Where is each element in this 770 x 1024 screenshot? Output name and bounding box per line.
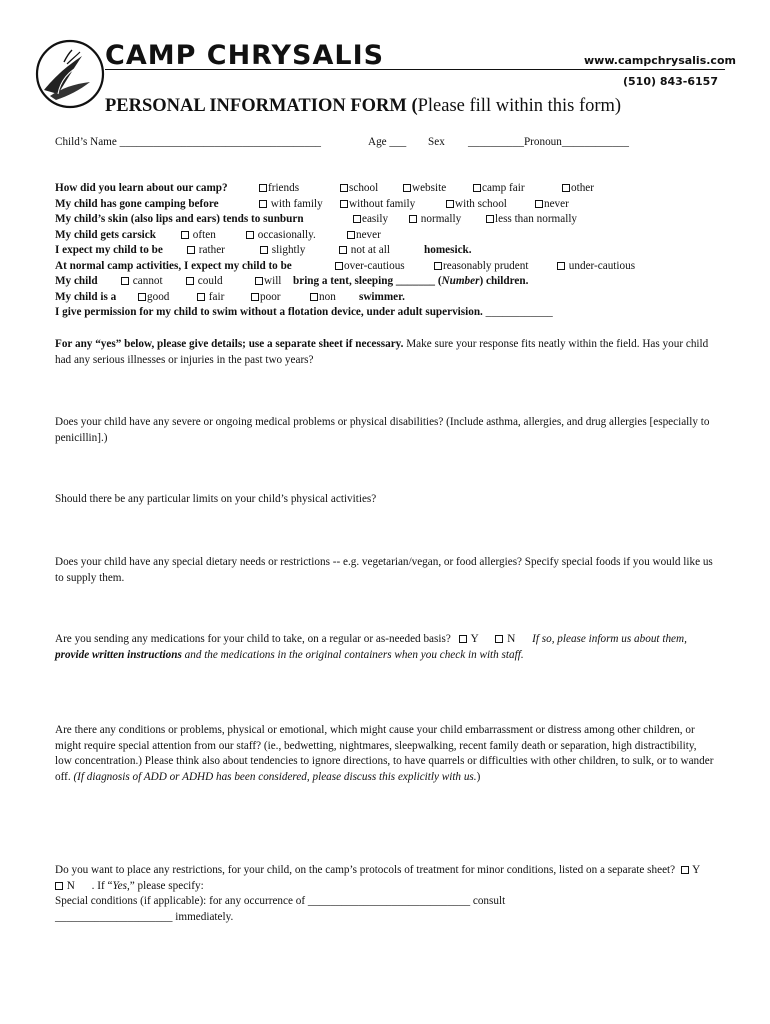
homesick-option-rather[interactable]: rather xyxy=(187,244,225,256)
pronoun-field[interactable]: __________Pronoun____________ xyxy=(468,136,629,148)
restrictions-yes-checkbox[interactable] xyxy=(681,866,689,874)
question-medications: Are you sending any medications for your child to take, on a regular or as-needed basis? Y N If so, please inform us about them, provide written instructions and the medications in the original containers when you check in with staff. xyxy=(55,633,687,661)
checkbox[interactable] xyxy=(251,293,259,301)
camping-question: My child has gone camping before xyxy=(55,198,219,210)
checkbox[interactable] xyxy=(562,184,570,192)
page-title xyxy=(105,96,621,117)
special-conditions-field[interactable]: Special conditions (if applicable): for any occurrence of _____________________________ consult xyxy=(55,895,506,907)
question-limits: Should there be any particular limits on your child’s physical activities? xyxy=(55,493,377,505)
homesick-suffix: homesick. xyxy=(424,244,472,256)
phone-text: (510) 843-6157 xyxy=(623,75,718,88)
camping-option-family[interactable]: with family xyxy=(259,198,323,210)
swim-option-poor[interactable]: poor xyxy=(251,291,281,303)
medications-no-checkbox[interactable] xyxy=(495,635,503,643)
tent-prefix: My child xyxy=(55,275,98,287)
checkbox[interactable] xyxy=(186,277,194,285)
checkbox[interactable] xyxy=(434,262,442,270)
checkbox[interactable] xyxy=(259,200,267,208)
swim-prefix: My child is a xyxy=(55,291,117,303)
question-conditions: Are there any conditions or problems, physical or emotional, which might cause your child embarrassment or distress among other children, or might require special attention from our staff? (ie., bedwetting, nightmares, sleepwalking, recent family death or separation, high distractibility, low concentration.) Please think also about tendencies to ignore directions, to have quarrels or difficulties with other children, to sulk, or to wander off. (If diagnosis of ADD or ADHD has been considered, please discuss this explicitly with us.) xyxy=(55,724,714,783)
swim-permission[interactable]: I give permission for my child to swim without a flotation device, under adult supervision. ____________ xyxy=(55,306,553,318)
checkbox[interactable] xyxy=(187,246,195,254)
checkbox[interactable] xyxy=(255,277,263,285)
title-main: PERSONAL INFORMATION FORM ( xyxy=(105,96,418,116)
sunburn-option-less[interactable]: less than normally xyxy=(486,213,577,225)
camping-option-without-family[interactable]: without family xyxy=(340,198,415,210)
question-medical: Does your child have any severe or ongoing medical problems or physical disabilities? (Include asthma, allergies, and drug allergies [especially to penicillin].) xyxy=(55,416,710,444)
special-conditions-field-2[interactable]: _____________________ immediately. xyxy=(55,910,234,923)
checkbox[interactable] xyxy=(347,231,355,239)
question-dietary: Does your child have any special dietary needs or restrictions -- e.g. vegetarian/vegan, or food allergies? Specify special foods if you would like us to supply them. xyxy=(55,556,713,584)
swim-suffix: swimmer. xyxy=(359,291,405,303)
checkbox[interactable] xyxy=(181,231,189,239)
website-text: www.campchrysalis.com xyxy=(584,54,736,67)
tent-text: bring a tent, sleeping _______ (Number) children. xyxy=(293,275,529,287)
age-field[interactable]: Age ___ xyxy=(368,136,407,148)
learn-option-website[interactable]: website xyxy=(403,182,446,194)
checkbox[interactable] xyxy=(259,184,267,192)
restrictions-no-checkbox[interactable] xyxy=(55,882,63,890)
sunburn-option-easily[interactable]: easily xyxy=(353,213,388,225)
sunburn-question: My child’s skin (also lips and ears) tends to sunburn xyxy=(55,213,304,225)
checkbox[interactable] xyxy=(409,215,417,223)
question-restrictions: Do you want to place any restrictions, for your child, on the camp’s protocols of treatment for minor conditions, listed on a separate sheet? Y N . If “Yes,” please specify: Special conditions (if applicable): for any occurrence of _____________________________ consult _____________________ immediately. xyxy=(55,864,701,923)
swim-option-fair[interactable]: fair xyxy=(197,291,224,303)
activities-option-over[interactable]: over-cautious xyxy=(335,260,405,272)
tent-option-cannot[interactable]: cannot xyxy=(121,275,163,287)
activities-question: At normal camp activities, I expect my child to be xyxy=(55,260,292,272)
checkbox[interactable] xyxy=(138,293,146,301)
checkbox[interactable] xyxy=(446,200,454,208)
sex-field[interactable]: Sex xyxy=(428,136,445,148)
homesick-question: I expect my child to be xyxy=(55,244,163,256)
checkbox[interactable] xyxy=(535,200,543,208)
checkbox[interactable] xyxy=(121,277,129,285)
learn-option-school[interactable]: school xyxy=(340,182,378,194)
header-rule xyxy=(105,69,725,70)
camping-option-never[interactable]: never xyxy=(535,198,569,210)
title-rest: Please fill within this form) xyxy=(417,96,622,116)
swim-option-good[interactable]: good xyxy=(138,291,169,303)
carsick-option-often[interactable]: often xyxy=(181,229,216,241)
medications-yes-checkbox[interactable] xyxy=(459,635,467,643)
checkbox[interactable] xyxy=(486,215,494,223)
checkbox[interactable] xyxy=(335,262,343,270)
learn-option-camp-fair[interactable]: camp fair xyxy=(473,182,525,194)
homesick-option-slightly[interactable]: slightly xyxy=(260,244,305,256)
homesick-option-not-at-all[interactable]: not at all xyxy=(339,244,390,256)
camping-option-school[interactable]: with school xyxy=(446,198,507,210)
carsick-option-occasionally[interactable]: occasionally. xyxy=(246,229,316,241)
checkbox[interactable] xyxy=(197,293,205,301)
child-name-field[interactable]: Child’s Name ____________________________________ xyxy=(55,136,322,148)
tent-option-could[interactable]: could xyxy=(186,275,223,287)
activities-option-prudent[interactable]: reasonably prudent xyxy=(434,260,528,272)
checkbox[interactable] xyxy=(310,293,318,301)
carsick-question: My child gets carsick xyxy=(55,229,156,241)
learn-question: How did you learn about our camp? xyxy=(55,182,228,194)
tent-option-will[interactable]: will xyxy=(255,275,281,287)
activities-option-under[interactable]: under-cautious xyxy=(557,260,635,272)
swim-option-non[interactable]: non xyxy=(310,291,336,303)
checkbox[interactable] xyxy=(557,262,565,270)
butterfly-emblem-icon xyxy=(34,38,106,110)
sunburn-option-normally[interactable]: normally xyxy=(409,213,461,225)
question-illnesses: For any “yes” below, please give details; use a separate sheet if necessary. Make sure your response fits neatly within the field. Has your child had any serious illnesses or injuries in the past two years? xyxy=(55,338,709,366)
learn-option-friends[interactable]: friends xyxy=(259,182,299,194)
checkbox[interactable] xyxy=(340,200,348,208)
checkbox[interactable] xyxy=(403,184,411,192)
carsick-option-never[interactable]: never xyxy=(347,229,381,241)
checkbox[interactable] xyxy=(340,184,348,192)
checkbox[interactable] xyxy=(473,184,481,192)
checkbox[interactable] xyxy=(339,246,347,254)
checkbox[interactable] xyxy=(260,246,268,254)
checkbox[interactable] xyxy=(353,215,361,223)
checkbox[interactable] xyxy=(246,231,254,239)
learn-option-other[interactable]: other xyxy=(562,182,594,194)
camp-name: CAMP CHRYSALIS xyxy=(105,40,385,71)
